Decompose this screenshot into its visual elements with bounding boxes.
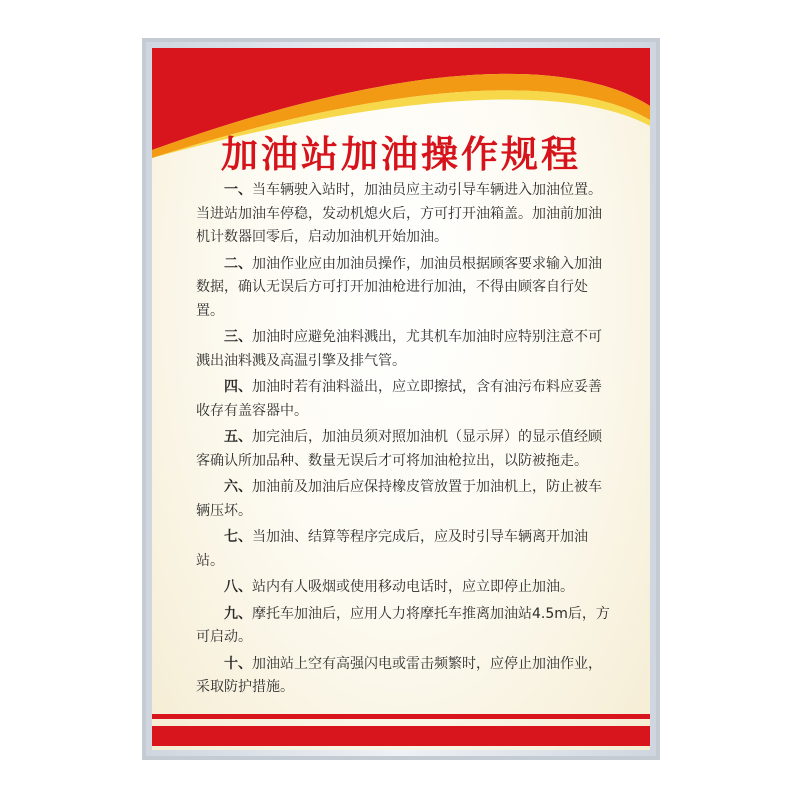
- safety-poster: [152, 48, 650, 750]
- rule-item: [196, 476, 614, 523]
- rule-text: 加完油后，加油员须对照加油机（显示屏）的显示值经顾客确认所加品种、数量无误后才可将加油枪拉出，以防被拖走。: [196, 429, 602, 469]
- bottom-thin-stripe: [152, 714, 650, 719]
- rule-number: 九、: [224, 605, 252, 622]
- rule-item: [196, 603, 614, 650]
- rule-item: [196, 653, 614, 700]
- rule-item: [196, 426, 614, 473]
- rule-item: [196, 253, 614, 324]
- rule-text: 加油时若有油料溢出，应立即擦拭，含有油污布料应妥善收存有盖容器中。: [196, 379, 602, 419]
- rule-text: 当车辆驶入站时，加油员应主动引导车辆进入加油位置。当进站加油车停稳，发动机熄火后，方可打开油箱盖。加油前加油机计数器回零后，启动加油机开始加油。: [196, 182, 602, 245]
- rule-item: [196, 576, 614, 600]
- rule-number: 一、: [224, 182, 252, 198]
- rule-text: 加油前及加油后应保持橡皮管放置于加油机上，防止被车辆压坏。: [196, 479, 602, 519]
- bottom-red-band: [152, 726, 650, 746]
- rule-number: 二、: [224, 255, 252, 272]
- rule-text: 当加油、结算等程序完成后，应及时引导车辆离开加油站。: [196, 529, 588, 569]
- rule-number: 七、: [224, 529, 252, 545]
- rule-item: [196, 526, 614, 573]
- poster-title: 加油站加油操作规程: [221, 133, 581, 176]
- rule-item: [196, 326, 614, 373]
- rule-item: [196, 376, 614, 423]
- rule-text: 加油时应避免油料溅出，尤其机车加油时应特别注意不可溅出油料溅及高温引擎及排气管。: [196, 329, 602, 369]
- rule-text: 摩托车加油后，应用人力将摩托车推离加油站4.5m后，方可启动。: [196, 605, 610, 645]
- rule-number: 八、: [224, 579, 252, 595]
- rule-number: 五、: [224, 429, 252, 445]
- rule-number: 三、: [224, 329, 252, 345]
- rule-number: 十、: [224, 655, 252, 672]
- rule-text: 加油作业应由加油员操作，加油员根据顾客要求输入加油数据，确认无误后方可打开加油枪进行加油，不得由顾客自行处置。: [196, 255, 602, 319]
- rule-text: 站内有人吸烟或使用移动电话时，应立即停止加油。: [252, 579, 574, 595]
- rule-item: [196, 179, 614, 250]
- rules-list: [196, 179, 614, 703]
- rule-text: 加油站上空有高强闪电或雷击频繁时，应停止加油作业，采取防护措施。: [196, 655, 602, 695]
- rule-number: 六、: [224, 479, 252, 495]
- rule-number: 四、: [224, 379, 252, 395]
